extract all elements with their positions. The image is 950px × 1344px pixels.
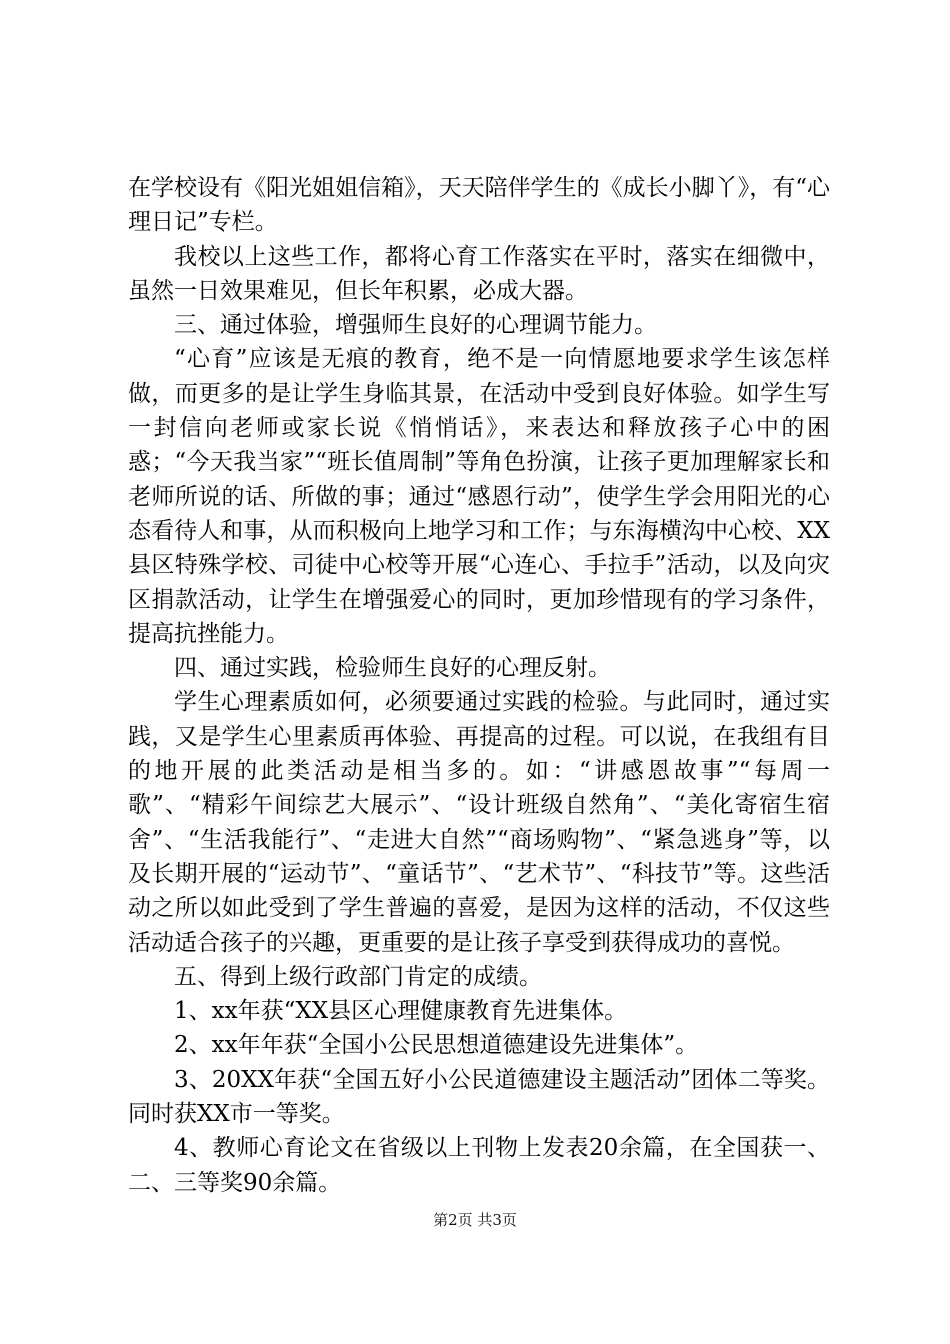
section-heading-4: 四、通过实践，检验师生良好的心理反射。 [174, 655, 611, 682]
paragraph-6: 学生心理素质如何，必须要通过实践的检验。与此同时，通过实践，又是学生心里素质再体验、再提高的过程。可以说，在我组有目的地开展的此类活动是相当多的。如：“讲感恩故事”“每周一歌”、“精彩午间综艺大展示”、“设计班级自然角”、“美化寄宿生宿舍”、“生活我能行”、“走进大自然”“商场购物”、“紧急逃身”等，以及长期开展的“运动节”、“童话节”、“艺术节”、“科技节”等。这些活动之所以如此受到了学生普遍的喜爱，是因为这样的活动，不仅这些活动适合孩子的兴趣，更重要的是让孩子享受到获得成功的喜悦。 [128, 689, 830, 956]
paragraph-4: “心育”应该是无痕的教育，绝不是一向情愿地要求学生该怎样做，而更多的是让学生身临其景，在活动中受到良好体验。如学生写一封信向老师或家长说《悄悄话》，来表达和释放孩子心中的困惑；“今天我当家”“班长值周制”等角色扮演，让孩子更加理解家长和老师所说的话、所做的事；通过“感恩行动”，使学生学会用阳光的心态看待人和事，从而积极向上地学习和工作；与东海横沟中心校、XX县区特殊学校、司徒中心校等开展“心连心、手拉手”活动，以及向灾区捐款活动，让学生在增强爱心的同时，更加珍惜现有的学习条件，提高抗挫能力。 [128, 346, 830, 647]
paragraph-2: 我校以上这些工作，都将心育工作落实在平时，落实在细微中，虽然一日效果难见，但长年积累，必成大器。 [128, 243, 830, 304]
section-heading-5: 五、得到上级行政部门肯定的成绩。 [174, 963, 542, 990]
achievement-item-4: 4、教师心育论文在省级以上刊物上发表20余篇，在全国获一、二、三等奖90余篇。 [128, 1135, 830, 1196]
achievement-item-3: 3、20XX年获“全国五好小公民道德建设主题活动”团体二等奖。同时获XX市一等奖。 [128, 1066, 830, 1128]
section-heading-3: 三、通过体验，增强师生良好的心理调节能力。 [174, 312, 657, 339]
achievement-item-2: 2、xx年年获“全国小公民思想道德建设先进集体”。 [174, 1032, 699, 1059]
document-body [128, 171, 830, 1200]
paragraph-1: 在学校设有《阳光姐姐信箱》，天天陪伴学生的《成长小脚丫》，有“心理日记”专栏。 [128, 175, 830, 236]
achievement-item-1: 1、xx年获“XX县区心理健康教育先进集体。 [174, 998, 628, 1025]
page-footer: 第2页 共3页 [433, 1211, 517, 1229]
